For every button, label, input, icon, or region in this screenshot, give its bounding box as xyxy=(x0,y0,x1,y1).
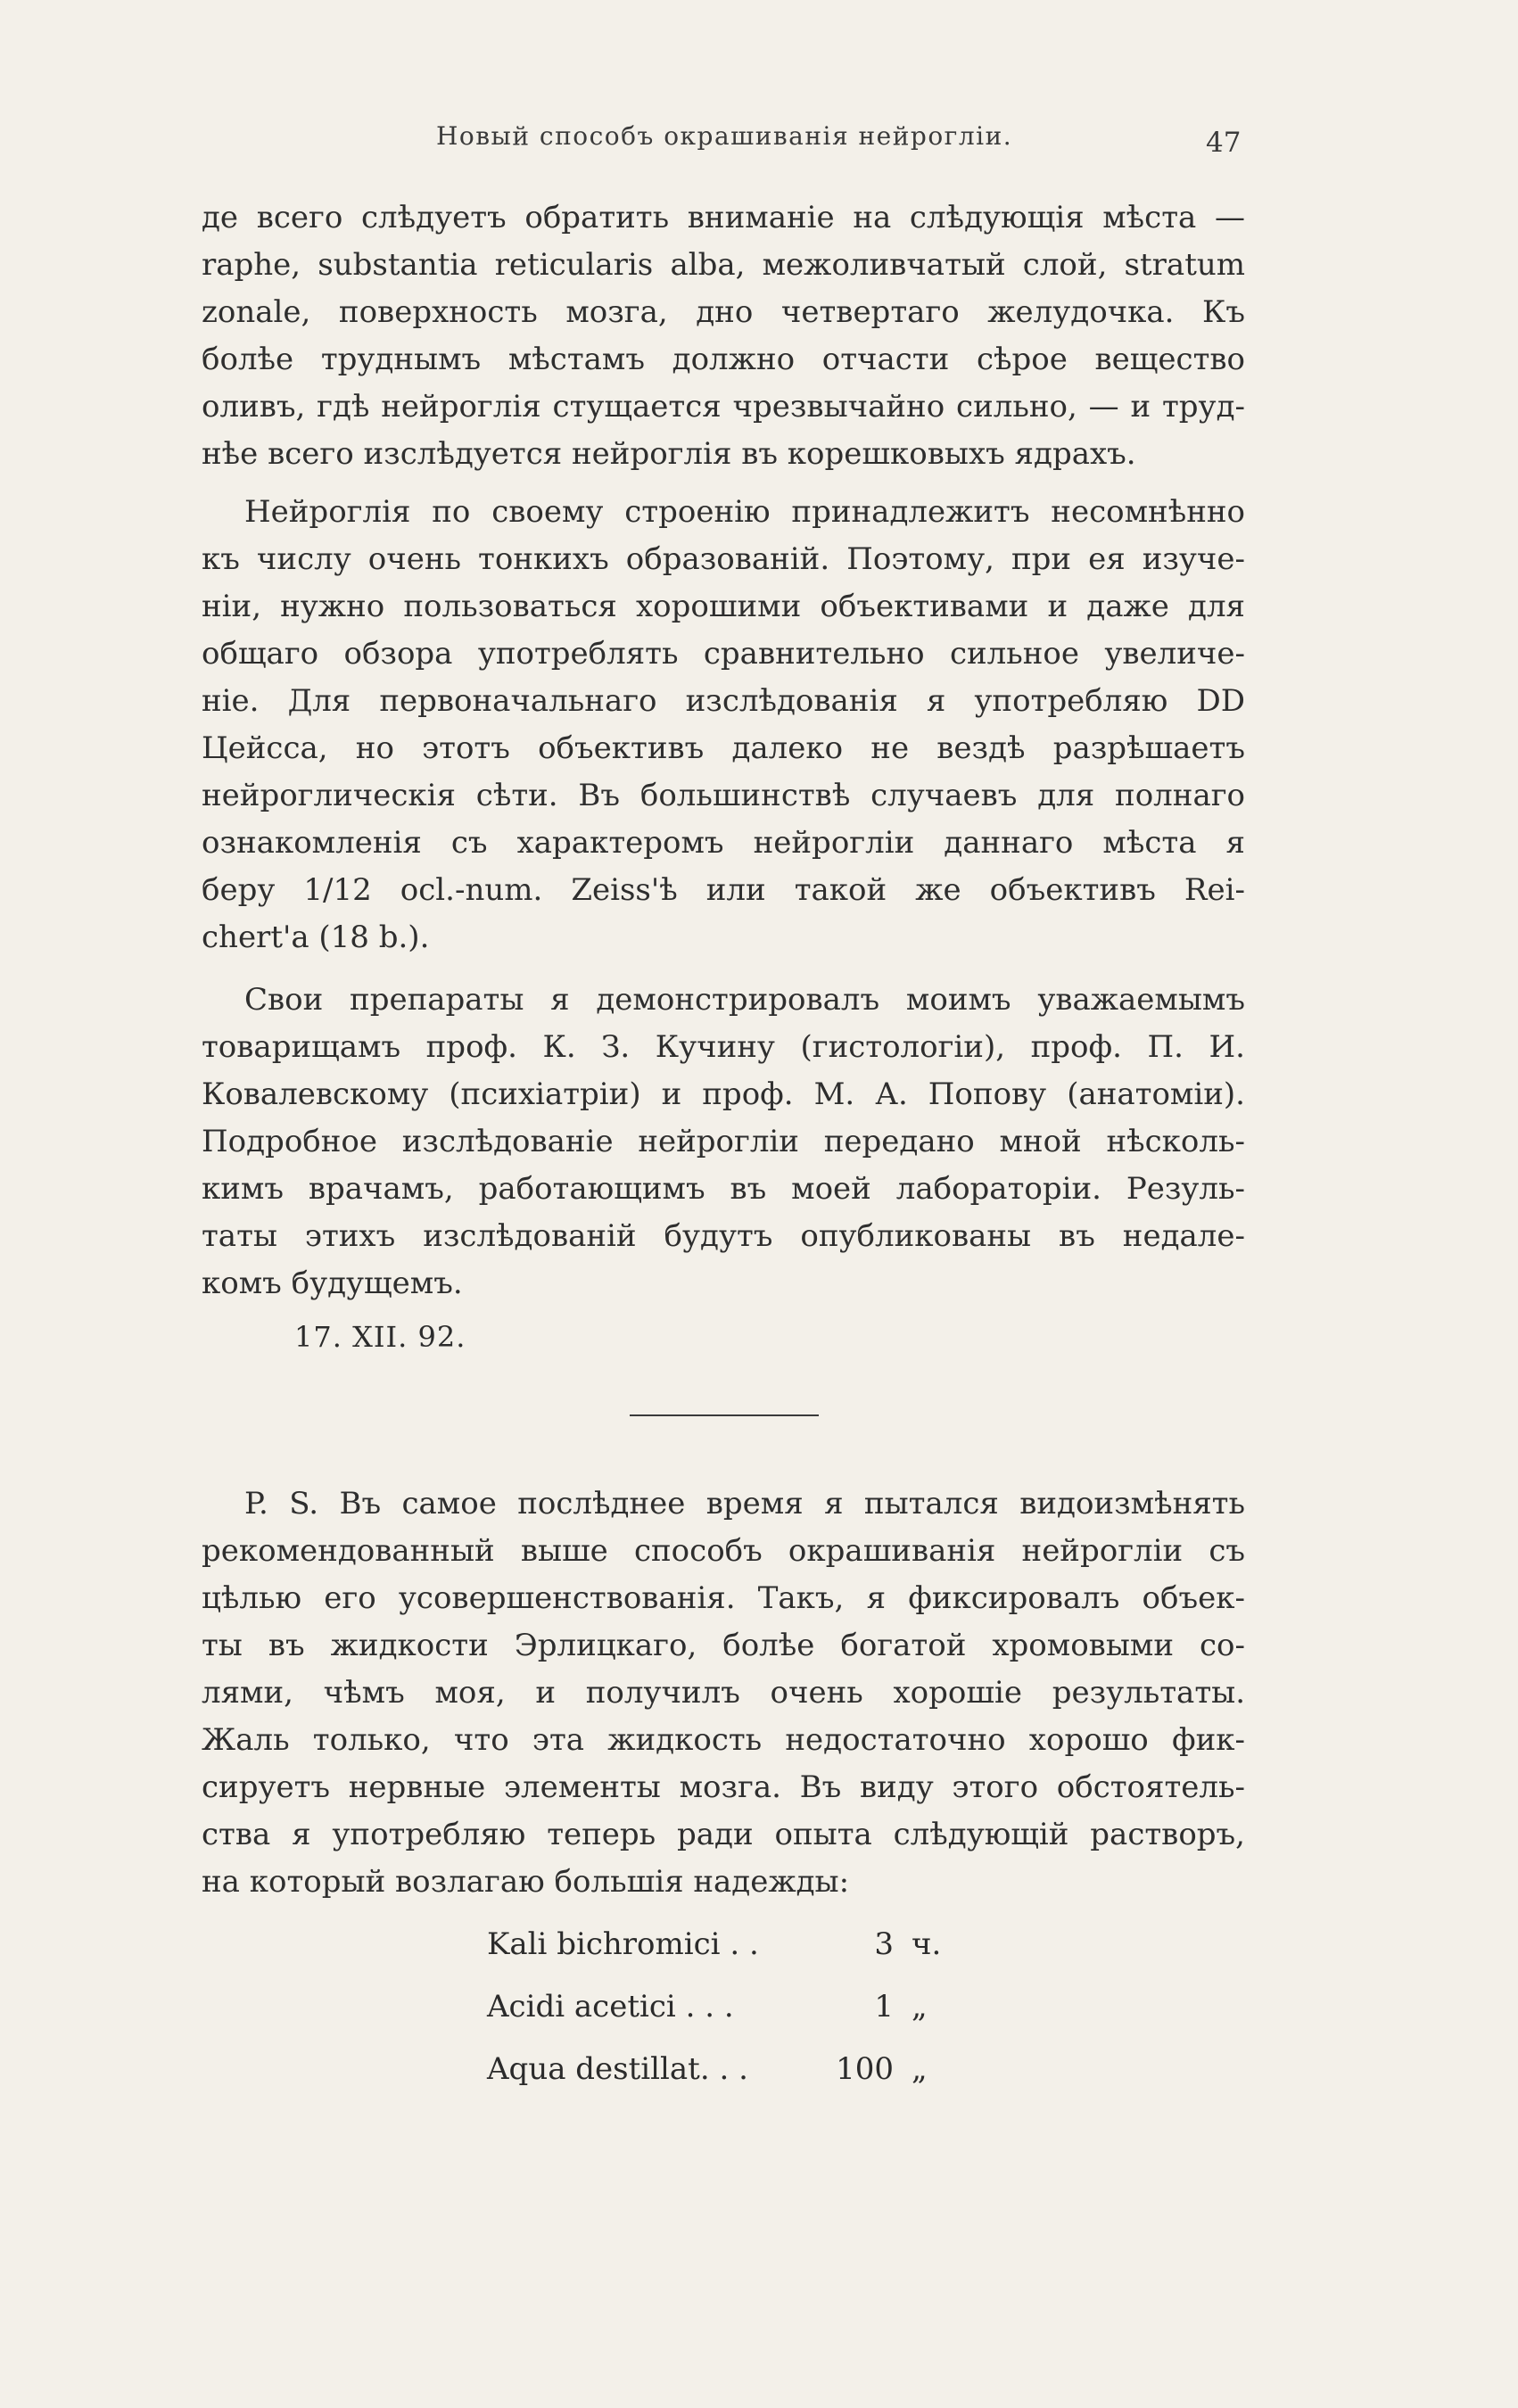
recipe-unit: ч. xyxy=(912,1926,942,1962)
text-line: ознакомленія съ характеромъ нейрогліи даннаго мѣста я xyxy=(202,825,1245,861)
page-number: 47 xyxy=(1206,127,1242,159)
recipe-quantity: 100 xyxy=(836,2051,894,2087)
text-line: ніе. Для первоначальнаго изслѣдованія я употребляю DD xyxy=(202,683,1245,719)
text-line: chert'a (18 b.). xyxy=(202,919,430,955)
text-line: Подробное изслѣдованіе нейрогліи передано мной нѣсколь- xyxy=(202,1124,1245,1159)
text-line: беру 1/12 ocl.-num. Zeiss'ѣ или такой же объективъ Rei- xyxy=(202,872,1245,908)
text-line: сируетъ нервные элементы мозга. Въ виду этого обстоятель- xyxy=(202,1769,1245,1805)
paragraph-3 xyxy=(202,977,1245,1307)
text-line: Жаль только, что эта жидкость недостаточно хорошо фик- xyxy=(202,1722,1245,1758)
running-header: Новый способъ окрашиванія нейрогліи. xyxy=(436,121,1013,151)
text-line: Цейсса, но этотъ объективъ далеко не вездѣ разрѣшаетъ xyxy=(202,730,1245,766)
text-line: оливъ, гдѣ нейроглія стущается чрезвычайно сильно, — и труд- xyxy=(202,389,1245,425)
text-line: Нейроглія по своему строенію принадлежитъ несомнѣнно xyxy=(244,494,1245,530)
text-line: лями, чѣмъ моя, и получилъ очень хорошіе результаты. xyxy=(202,1675,1245,1711)
recipe-unit: „ xyxy=(912,2051,928,2087)
paragraph-2 xyxy=(202,489,1245,961)
recipe-ingredient: Acidi acetici . . . xyxy=(487,1989,734,2025)
text-line: raphe, substantia reticularis alba, межоливчатый слой, stratum xyxy=(202,247,1245,283)
text-line: ніи, нужно пользоваться хорошими объективами и даже для xyxy=(202,589,1245,624)
recipe-ingredient: Aqua destillat. . . xyxy=(487,2051,748,2087)
text-line: нѣе всего изслѣдуется нейроглія въ корешковыхъ ядрахъ. xyxy=(202,436,1136,472)
text-line: цѣлью его усовершенствованія. Такъ, я фиксировалъ объек- xyxy=(202,1580,1245,1616)
postscript-paragraph xyxy=(202,1480,1245,1906)
text-line: Ковалевскому (психіатріи) и проф. М. А. Попову (анатоміи). xyxy=(202,1076,1245,1112)
text-line: ты въ жидкости Эрлицкаго, болѣе богатой хромовыми со- xyxy=(202,1628,1245,1663)
recipe-quantity: 3 xyxy=(874,1926,894,1962)
text-line: общаго обзора употреблять сравнительно сильное увеличе- xyxy=(202,636,1245,672)
text-line: товарищамъ проф. К. З. Кучину (гистологіи), проф. П. И. xyxy=(202,1029,1245,1065)
text-line: на который возлагаю большія надежды: xyxy=(202,1864,850,1900)
recipe-unit: „ xyxy=(912,1989,928,2025)
text-line: комъ будущемъ. xyxy=(202,1266,463,1301)
paragraph-1 xyxy=(202,194,1245,478)
section-divider xyxy=(630,1414,819,1416)
text-line: кимъ врачамъ, работающимъ въ моей лабораторіи. Резуль- xyxy=(202,1171,1245,1207)
text-line: рекомендованный выше способъ окрашиванія нейрогліи съ xyxy=(202,1533,1245,1569)
text-line: нейроглическія сѣти. Въ большинствѣ случаевъ для полнаго xyxy=(202,778,1245,813)
text-line: таты этихъ изслѣдованій будутъ опубликованы въ недале- xyxy=(202,1218,1245,1254)
text-line: zonale, поверхность мозга, дно четвертаго желудочка. Къ xyxy=(202,294,1245,330)
text-line: ства я употребляю теперь ради опыта слѣдующій растворъ, xyxy=(202,1817,1245,1852)
text-line: болѣе труднымъ мѣстамъ должно отчасти сѣрое вещество xyxy=(202,342,1245,377)
date-line: 17. XII. 92. xyxy=(294,1320,466,1354)
text-line: P. S. Въ самое послѣднее время я пытался видоизмѣнять xyxy=(244,1486,1245,1521)
recipe-ingredient: Kali bichromici . . xyxy=(487,1926,759,1962)
text-line: къ числу очень тонкихъ образованій. Поэтому, при ея изуче- xyxy=(202,541,1245,577)
recipe-quantity: 1 xyxy=(874,1989,894,2025)
text-line: Свои препараты я демонстрировалъ моимъ уважаемымъ xyxy=(244,982,1245,1018)
text-line: де всего слѣдуетъ обратить вниманіе на слѣдующія мѣста — xyxy=(202,200,1245,235)
